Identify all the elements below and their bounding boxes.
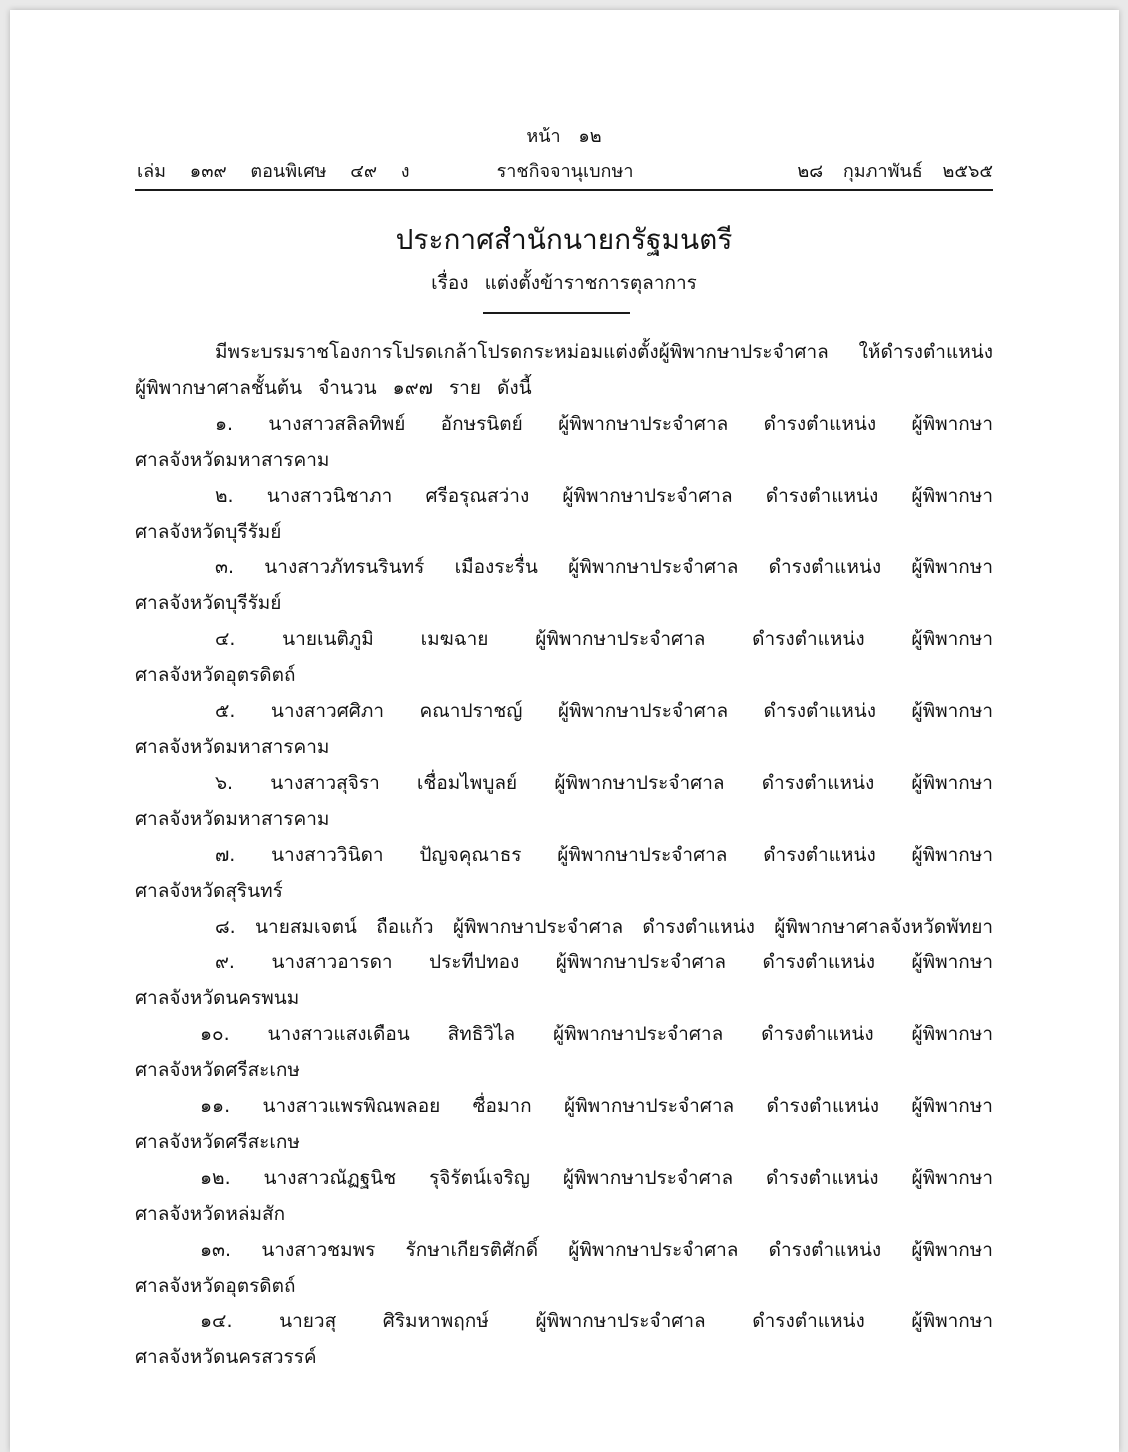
intro-line: มีพระบรมราชโองการโปรดเกล้าโปรดกระหม่อมแต่งตั้งผู้พิพากษาประจำศาล ให้ดำรงตำแหน่ง (215, 341, 993, 363)
item-number: ๖. (215, 771, 234, 794)
new-position: ดำรงตำแหน่ง ผู้พิพากษา (766, 1166, 994, 1189)
appointment-item (135, 407, 993, 479)
item-number: ๗. (215, 843, 236, 866)
item-number: ๑๐. (200, 1023, 230, 1046)
appointee-name: นางสาวชมพร รักษาเกียรติศักดิ์ (261, 1238, 539, 1261)
new-position: ดำรงตำแหน่ง ผู้พิพากษา (765, 484, 993, 507)
item-number: ๑๓. (200, 1238, 232, 1261)
appointment-item (135, 550, 993, 622)
appointee-name: นางสาวอารดา ประทีปทอง (271, 951, 520, 974)
current-position: ผู้พิพากษาประจำศาล (535, 1310, 706, 1333)
announcement-body (135, 335, 993, 1376)
court-name: ศาลจังหวัดหล่มสัก (135, 1202, 286, 1225)
appointment-line (135, 550, 993, 586)
subject-label: เรื่อง (431, 272, 469, 294)
new-position: ดำรงตำแหน่ง ผู้พิพากษา (768, 1238, 993, 1261)
appointment-line (135, 407, 993, 443)
item-number: ๕. (215, 700, 236, 723)
appointment-line (135, 1304, 993, 1340)
appointee-name: นางสาวแพรพิณพลอย ซื่อมาก (262, 1095, 532, 1118)
new-position: ดำรงตำแหน่ง ผู้พิพากษา (763, 843, 993, 866)
appointee-name: นางสาวสลิลทิพย์ อักษรนิตย์ (268, 412, 523, 435)
current-position: ผู้พิพากษาประจำศาล (562, 484, 733, 507)
appointment-line (135, 1233, 993, 1269)
court-name: ศาลจังหวัดมหาสารคาม (135, 735, 330, 758)
item-number: ๙. (215, 951, 235, 974)
appointee-name: นางสาวแสงเดือน สิทธิวิไล (267, 1023, 516, 1046)
current-position: ผู้พิพากษาประจำศาล (562, 1166, 734, 1189)
court-name: ศาลจังหวัดสุรินทร์ (135, 879, 283, 902)
appointment-item (135, 1233, 993, 1305)
new-position: ดำรงตำแหน่ง ผู้พิพากษา (766, 1095, 993, 1118)
current-position: ผู้พิพากษาประจำศาล (557, 700, 729, 723)
appointee-name: นางสาวสุจิรา เชื่อมไพบูลย์ (270, 771, 518, 794)
new-position: ดำรงตำแหน่ง ผู้พิพากษา (763, 700, 994, 723)
court-name: ศาลจังหวัดบุรีรัมย์ (135, 592, 282, 615)
court-name: ศาลจังหวัดศรีสะเกษ (135, 1130, 300, 1153)
appointee-name: นายเนติภูมิ เมฆฉาย (282, 628, 489, 651)
court-name: ศาลจังหวัดอุตรดิตถ์ (135, 664, 296, 687)
new-position: ดำรงตำแหน่ง ผู้พิพากษา (762, 951, 994, 974)
announcement-title: ประกาศสำนักนายกรัฐมนตรี (395, 223, 733, 256)
current-position: ผู้พิพากษาประจำศาล (553, 1023, 724, 1046)
appointment-line (135, 622, 993, 658)
appointment-line (135, 479, 993, 515)
appointee-name: นางสาวณัฏฐนิช รุจิรัตน์เจริญ (263, 1166, 530, 1189)
new-position: ดำรงตำแหน่ง ผู้พิพากษา (752, 1310, 993, 1333)
document-page (10, 10, 1119, 1452)
current-position: ผู้พิพากษาประจำศาล (558, 412, 729, 435)
new-position: ดำรงตำแหน่ง ผู้พิพากษา (642, 915, 856, 938)
subject-text: แต่งตั้งข้าราชการตุลาการ (484, 272, 697, 294)
appointee-name: นายวสุ ศิริมหาพฤกษ์ (279, 1310, 489, 1333)
new-position: ดำรงตำแหน่ง ผู้พิพากษา (768, 556, 993, 579)
item-number: ๔. (215, 628, 236, 651)
appointment-line (135, 838, 993, 874)
current-position: ผู้พิพากษาประจำศาล (555, 951, 726, 974)
court-name: ศาลจังหวัดนครพนม (135, 987, 300, 1010)
header-rule (135, 189, 993, 191)
appointment-line (135, 1017, 993, 1053)
appointment-item (135, 694, 993, 766)
appointment-item (135, 1017, 993, 1089)
appointee-name: นางสาววินิดา ปัญจคุณาธร (271, 843, 522, 866)
running-header (135, 156, 993, 188)
appointment-item (135, 1304, 993, 1376)
appointment-line (135, 945, 993, 981)
current-position: ผู้พิพากษาประจำศาล (452, 915, 624, 938)
item-number: ๑๑. (200, 1095, 231, 1118)
court-name: ศาลจังหวัดมหาสารคาม (135, 807, 330, 830)
appointee-name: นางสาวนิชาภา ศรีอรุณสว่าง (266, 484, 530, 507)
page-number: หน้า ๑๒ (526, 126, 602, 147)
item-number: ๑. (215, 412, 234, 435)
court-name: ศาลจังหวัดอุตรดิตถ์ (135, 1274, 296, 1297)
appointment-item (135, 479, 993, 551)
court-name: ศาลจังหวัดศรีสะเกษ (135, 1059, 300, 1082)
appointment-item (135, 1161, 993, 1233)
appointment-item (135, 838, 993, 910)
publication-date: ๒๘ กุมภาพันธ์ ๒๕๖๕ (797, 161, 994, 182)
new-position: ดำรงตำแหน่ง ผู้พิพากษา (763, 412, 993, 435)
volume-issue: เล่ม ๑๓๙ ตอนพิเศษ ๔๙ ง (137, 161, 410, 182)
appointment-line (135, 1161, 993, 1197)
new-position: ดำรงตำแหน่ง ผู้พิพากษา (761, 1023, 993, 1046)
current-position: ผู้พิพากษาประจำศาล (563, 1095, 735, 1118)
page-content (135, 10, 993, 1452)
appointee-name: นางสาวศศิภา คณาปราชญ์ (270, 700, 523, 723)
current-position: ผู้พิพากษาประจำศาล (535, 628, 706, 651)
current-position: ผู้พิพากษาประจำศาล (557, 843, 728, 866)
appointment-line (135, 910, 993, 946)
appointment-line (135, 1089, 993, 1125)
appointment-item (135, 622, 993, 694)
current-position: ผู้พิพากษาประจำศาล (554, 771, 725, 794)
court-name: ศาลจังหวัดนครสวรรค์ (135, 1346, 317, 1369)
announcement-subject (135, 267, 993, 299)
appointment-item (135, 910, 993, 946)
appointee-name: นางสาวภัทรนรินทร์ เมืองระรื่น (264, 556, 538, 579)
gazette-name: ราชกิจจานุเบกษา (496, 161, 634, 182)
current-position: ผู้พิพากษาประจำศาล (568, 556, 739, 579)
appointment-line (135, 766, 993, 802)
item-number: ๘. (215, 915, 236, 938)
appointment-line (135, 694, 993, 730)
appointment-item (135, 766, 993, 838)
item-number: ๓. (215, 556, 235, 579)
item-number: ๑๒. (200, 1166, 231, 1189)
appointee-name: นายสมเจตน์ ถือแก้ว (255, 915, 434, 938)
item-number: ๒. (215, 484, 234, 507)
new-position: ดำรงตำแหน่ง ผู้พิพากษา (752, 628, 993, 651)
item-number: ๑๔. (200, 1310, 233, 1333)
court-name: ศาลจังหวัดมหาสารคาม (135, 448, 330, 471)
court-name: ศาลจังหวัดพัทยา (855, 915, 993, 938)
intro-line: ผู้พิพากษาศาลชั้นต้น จำนวน ๑๙๗ ราย ดังนี้ (135, 376, 532, 399)
appointment-item (135, 1089, 993, 1161)
current-position: ผู้พิพากษาประจำศาล (568, 1238, 739, 1261)
title-underline (483, 312, 630, 314)
new-position: ดำรงตำแหน่ง ผู้พิพากษา (761, 771, 993, 794)
appointment-item (135, 945, 993, 1017)
court-name: ศาลจังหวัดบุรีรัมย์ (135, 520, 282, 543)
